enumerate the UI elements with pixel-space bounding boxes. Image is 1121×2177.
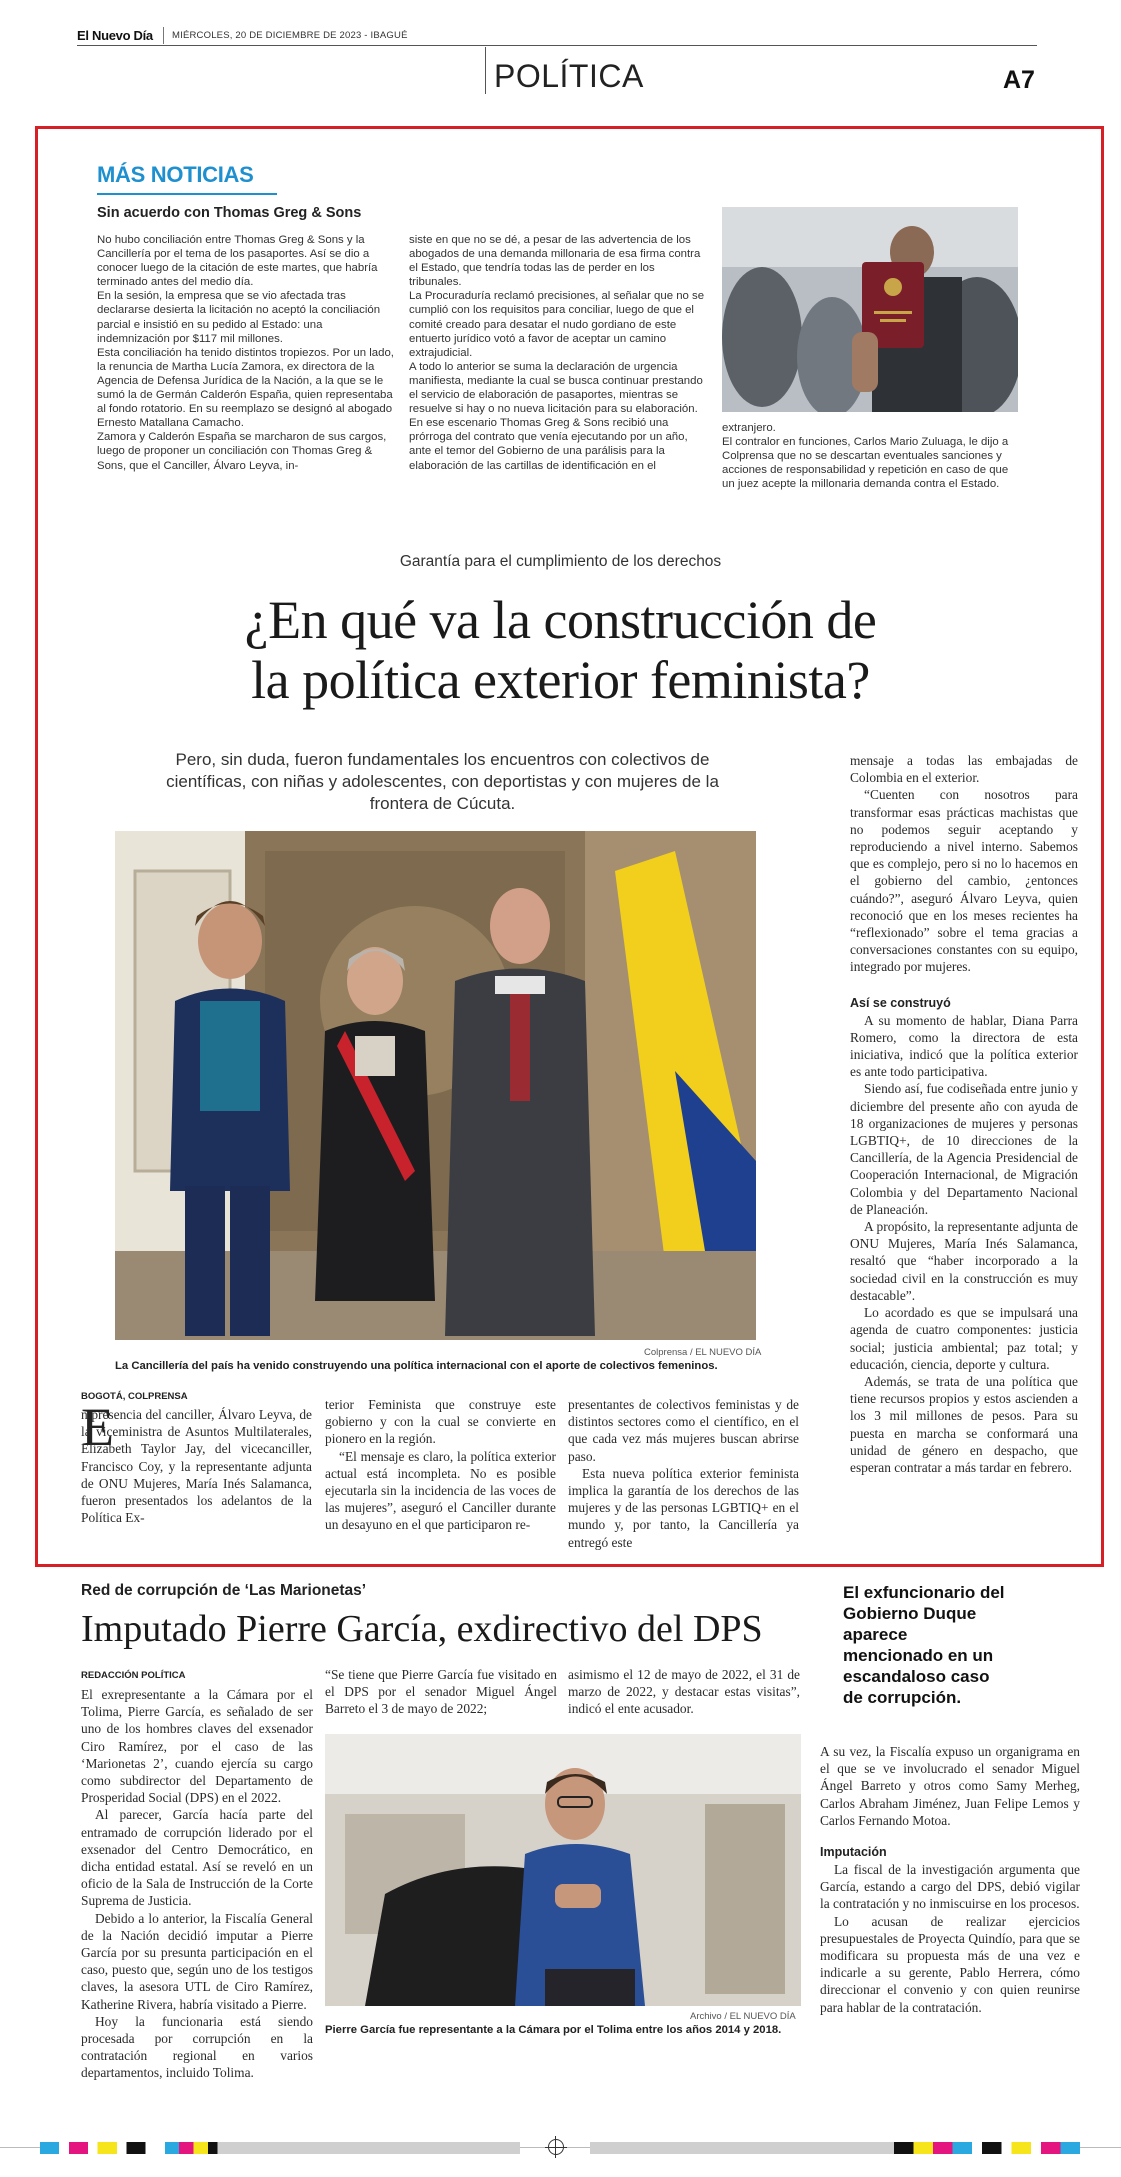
paragraph: La Procuraduría reclamó precisiones, al señalar que no se cumplió con los requisitos para conciliar, luego de que el comité creado para desatar el nudo gordiano de este entuerto jurídico votó a favor de aceptar un camino extrajudicial. xyxy=(409,290,705,359)
drop-cap: E xyxy=(81,1397,114,1457)
paragraph: Esta conciliación ha tenido distintos tropiezos. Por un lado, la renuncia de Martha Lucía Zamora, ex directora de la Agencia de Defensa Jurídica de la Nación, a la que se le sumó la de Germán Calderón España, quien representaba al fondo rotatorio. En su reemplazo se designó al abogado Ernesto Matallana Camacho. xyxy=(97,346,394,430)
paragraph: extranjero. xyxy=(722,422,776,434)
masthead-brand[interactable]: El Nuevo Día xyxy=(77,28,153,43)
main-kicker: Garantía para el cumplimiento de los derechos xyxy=(399,553,722,570)
header-separator xyxy=(163,27,164,44)
second-kicker: Red de corrupción de ‘Las Marionetas’ xyxy=(81,1582,367,1599)
paragraph: presentantes de colectivos feministas y de distintos sectores como el científico, en el que cada vez más mujeres buscan abrirse paso. xyxy=(568,1397,799,1464)
more-news-col-2 xyxy=(409,233,709,473)
more-news-label: MÁS NOTICIAS xyxy=(97,162,254,187)
paragraph: A todo lo anterior se suma la declaración de urgencia manifiesta, mediante la cual se busca continuar prestando el servicio de elaboración de pasaportes, mientras se resuelve si hay o no nueva licitación para su elaboración. xyxy=(409,360,703,416)
paragraph: Siendo así, fue codiseñada entre junio y diciembre del presente año con ayuda de 18 organizaciones de mujeres y personas LGBTIQ+, de 10 direcciones de la Cancillería, de la Agencia Presidencial de Cooperación Internacional, de Migración Colombia y del Departamento Nacional de Planeación. xyxy=(850,1081,1078,1217)
paragraph: Zamora y Calderón España se marcharon de sus cargos, luego de proponer un conciliación con Thomas Greg & Sons, que el Canciller, Álvaro Leyva, in- xyxy=(97,431,387,472)
color-bar-left xyxy=(40,2142,520,2154)
second-highlight: El exfuncionario del Gobierno Duque aparece mencionado en un escandaloso caso de corrupción. xyxy=(843,1583,1005,1707)
main-title-line-2[interactable]: la política exterior feminista? xyxy=(251,650,870,710)
second-photo-credit: Archivo / EL NUEVO DÍA xyxy=(690,2011,796,2022)
paragraph: En ese escenario Thomas Greg & Sons recibió una prórroga del contrato que venía ejecutando por un año, ante el temor del Gobierno de una parálisis para la elaboración de las cartillas de identificación en el xyxy=(409,417,688,472)
second-col-2 xyxy=(325,1666,557,1718)
main-right-col xyxy=(850,752,1078,1476)
subhead: Imputación xyxy=(820,1845,887,1860)
paragraph: Hoy la funcionaria está siendo procesada por corrupción en la contratación regional en varios departamentos, incluido Tolima. xyxy=(81,2013,313,2081)
second-col-1 xyxy=(81,1686,313,2082)
main-col-2 xyxy=(325,1396,556,1534)
passport-illustration xyxy=(722,207,1018,412)
second-byline: REDACCIÓN POLÍTICA xyxy=(81,1670,186,1681)
paragraph: A su vez, la Fiscalía expuso un organigrama en el que se ve involucrado el senador Miguel Ángel Barreto y otros como Samy Merheg, Carlos Abraham Jiménez, Juan Felipe Lemos y Carlos Fernando Motoa. xyxy=(820,1744,1080,1828)
paragraph: mensaje a todas las embajadas de Colombia en el exterior. xyxy=(850,753,1078,786)
paragraph: En la sesión, la empresa que se vio afectada tras declararse desierta la licitación no aceptó la conciliación parcial e insistió en su pedido al Estado: una indemnización por $117 mil millones. xyxy=(97,290,381,345)
main-deck: Pero, sin duda, fueron fundamentales los encuentros con colectivos de científicas, con niñas y adolescentes, con deportistas y con mujeres de la frontera de Cúcuta. xyxy=(166,750,719,813)
color-bar-right xyxy=(590,2142,1080,2154)
paragraph: n presencia del canciller, Álvaro Leyva, de la viceministra de Asuntos Multilaterales, Elizabeth Taylor Jay, del vicecanciller, Francisco Coy, y la representante adjunta de ONU Mujeres, María Inés Salamanca, fueron presentados los adelantos de la Política Ex- xyxy=(81,1407,312,1526)
header-rule xyxy=(77,45,1037,46)
paragraph: terior Feminista que construye este gobierno y con la cual se convierte en pionero en la región. xyxy=(325,1397,556,1447)
paragraph: “Cuenten con nosotros para transformar esas prácticas machistas que no podemos seguir aceptando y reproduciendo a nivel interno. Sabemos que es complejo, pero si no lo hacemos en el gobierno del cambio, ¿entonces cuándo?”, aseguró Álvaro Leyva, quien reconoció que en los meses recientes ha “reflexionado” sobre el tema gracias a conversaciones constantes con su equipo, integrado por mujeres. xyxy=(850,787,1078,975)
paragraph: Esta nueva política exterior feminista implica la garantía de los derechos de las mujeres y de las personas LGBTIQ+ en el mundo y, por tanto, la Cancillería ya entregó este xyxy=(568,1465,799,1550)
second-photo-caption: Pierre García fue representante a la Cámara por el Tolima entre los años 2014 y 2018. xyxy=(325,2024,782,2036)
second-right-col xyxy=(820,1743,1080,2016)
main-photo xyxy=(115,831,756,1340)
main-col-3 xyxy=(568,1396,799,1551)
more-news-underline xyxy=(97,193,277,195)
passport-photo xyxy=(722,207,1018,412)
second-col-3 xyxy=(568,1666,800,1718)
paragraph: “El mensaje es claro, la política exterior actual está incompleta. No es posible ejecutarla sin la incidencia de las voces de las mujeres”, aseguró el Canciller durante un desayuno en el que participaron re- xyxy=(325,1448,556,1533)
paragraph: “Se tiene que Pierre García fue visitado en el DPS por el senador Miguel Ángel Barreto el 3 de mayo de 2022; xyxy=(325,1667,557,1717)
paragraph: El exrepresentante a la Cámara por el Tolima, Pierre García, es señalado de ser uno de los hombres claves del exsenador Ciro Ramírez, por el caso de las ‘Marionetas 2’, cuando ejercía su cargo como subdirector del Departamento de Prosperidad Social (DPS) en el 2022. xyxy=(81,1687,313,1806)
more-news-col-1 xyxy=(97,233,395,473)
paragraph: Además, se trata de una política que tiene recursos propios y estos ascienden a los 3 mil millones de pesos. Para su puesta en marcha se conformará una unidad de género en despacho, que esperan contratar a más tardar en febrero. xyxy=(850,1373,1078,1475)
main-col-1 xyxy=(81,1406,312,1526)
page-number: A7 xyxy=(1003,66,1035,94)
paragraph: El contralor en funciones, Carlos Mario Zuluaga, le dijo a Colprensa que no se descartan eventuales sanciones y acciones de responsabilidad y repetición en caso de que un juez acepte la millonaria demanda contra el Estado. xyxy=(722,436,1009,491)
paragraph: Lo acusan de realizar ejercicios presupuestales de Proyecta Quindío, para que se modificara su propuesta más de una vez e indicarle a su gerente, Pablo Herrera, cómo direccionar el convenio y con quien reunirse para hablar de la contratación. xyxy=(820,1913,1080,2015)
paragraph: Al parecer, García hacía parte del entramado de corrupción liderado por el exsenador del Centro Democrático, en dicha entidad estatal. Así se reveló en un oficio de la Sala de Instrucción de la Corte Suprema de Justicia. xyxy=(81,1807,313,1909)
dateline: MIÉRCOLES, 20 DE DICIEMBRE DE 2023 - IBAGUÉ xyxy=(172,30,408,41)
more-news-col-3 xyxy=(722,421,1018,491)
paragraph: No hubo conciliación entre Thomas Greg & Sons y la Cancillería por el tema de los pasaportes. Así se dio a conocer luego de la citación de este martes, que habría terminado antes del medio día. xyxy=(97,234,378,289)
main-photo-credit: Colprensa / EL NUEVO DÍA xyxy=(644,1347,762,1358)
paragraph: asimismo el 12 de mayo de 2022, el 31 de marzo de 2022, y destacar estas visitas”, indicó el ente acusador. xyxy=(568,1667,800,1717)
paragraph: A su momento de hablar, Diana Parra Romero, como la directora de esta iniciativa, indicó que la política exterior es ante todo participativa. xyxy=(850,1012,1078,1080)
main-title-line-1[interactable]: ¿En qué va la construcción de xyxy=(244,590,877,650)
registration-mark-cross-v xyxy=(555,2136,556,2158)
main-byline: BOGOTÁ, COLPRENSA xyxy=(81,1391,188,1402)
second-photo xyxy=(325,1734,801,2006)
second-photo-illustration xyxy=(325,1734,801,2006)
subhead: Así se construyó xyxy=(850,995,951,1010)
paragraph: siste en que no se dé, a pesar de las advertencia de los abogados de una demanda millonaria de esa firma contra el Estado, que tendría todas las de perder en los tribunales. xyxy=(409,234,701,289)
more-news-headline[interactable]: Sin acuerdo con Thomas Greg & Sons xyxy=(97,205,362,221)
section-divider xyxy=(485,47,486,94)
paragraph: La fiscal de la investigación argumenta que García, estando a cargo del DPS, debió vigilar la contratación y no inmiscuirse en los procesos. xyxy=(820,1862,1080,1912)
main-photo-caption: La Cancillería del país ha venido construyendo una política internacional con el aporte de colectivos femeninos. xyxy=(115,1360,718,1372)
section-title: POLÍTICA xyxy=(494,58,644,94)
paragraph: Lo acordado es que se impulsará una agenda de cuatro componentes: justicia social; justicia ambiental; paz total; y educación, ciencia, deporte y cultura. xyxy=(850,1305,1078,1372)
main-photo-illustration xyxy=(115,831,756,1340)
paragraph: Debido a lo anterior, la Fiscalía General de la Nación decidió imputar a Pierre García por su presunta participación en el caso, puesto que, según uno de los testigos claves, la asesora UTL de Ciro Ramírez, Katherine Rivera, habría visitado a Pierre. xyxy=(81,1910,313,2012)
paragraph: A propósito, la representante adjunta de ONU Mujeres, María Inés Salamanca, resaltó que “haber incorporado a la sociedad civil en la construcción es muy destacable”. xyxy=(850,1219,1078,1303)
second-title[interactable]: Imputado Pierre García, exdirectivo del DPS xyxy=(81,1608,763,1650)
registration-mark-cross-h xyxy=(545,2147,567,2148)
